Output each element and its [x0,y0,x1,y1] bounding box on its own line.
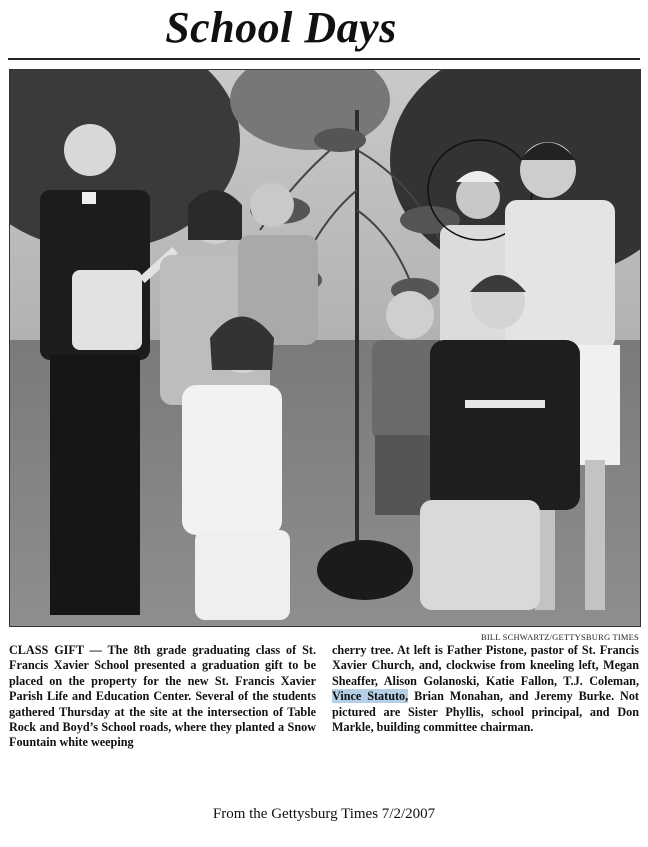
title-rule [8,58,640,60]
caption-column-right [332,643,639,735]
caption-text-before: cherry tree. At left is Father Pistone, pastor of St. Francis Xavier Church, and, clockwise from kneeling left, Megan Sheaffer, Alison Golanoski, Katie Fallon, T.J. Coleman, [332,643,639,688]
caption-text-after: Brian Monahan, and Jeremy Burke. Not pictured are Sister Phyllis, school principal, and Don Markle, building committee chairman. [332,689,639,735]
photo-caption [9,643,640,783]
caption-column-left: CLASS GIFT — The 8th grade graduating class of St. Francis Xavier School presented a graduation gift to be placed on the property for the new St. Francis Xavier Parish Life and Education Center. Several of the students gathered Thursday at the site at the intersection of Table Rock and Boyd’s School roads, where they planted a Snow Fountain white weeping [9,643,316,750]
root-ball [317,540,413,600]
photo-illustration [10,70,640,626]
person-priest [40,124,150,615]
page-title: School Days [165,3,397,52]
photo-credit: BILL SCHWARTZ/GETTYSBURG TIMES [480,632,639,642]
source-attribution: From the Gettysburg Times 7/2/2007 [212,806,436,822]
highlighted-name: Vince Statuto, [332,689,409,704]
news-photo [9,69,641,627]
